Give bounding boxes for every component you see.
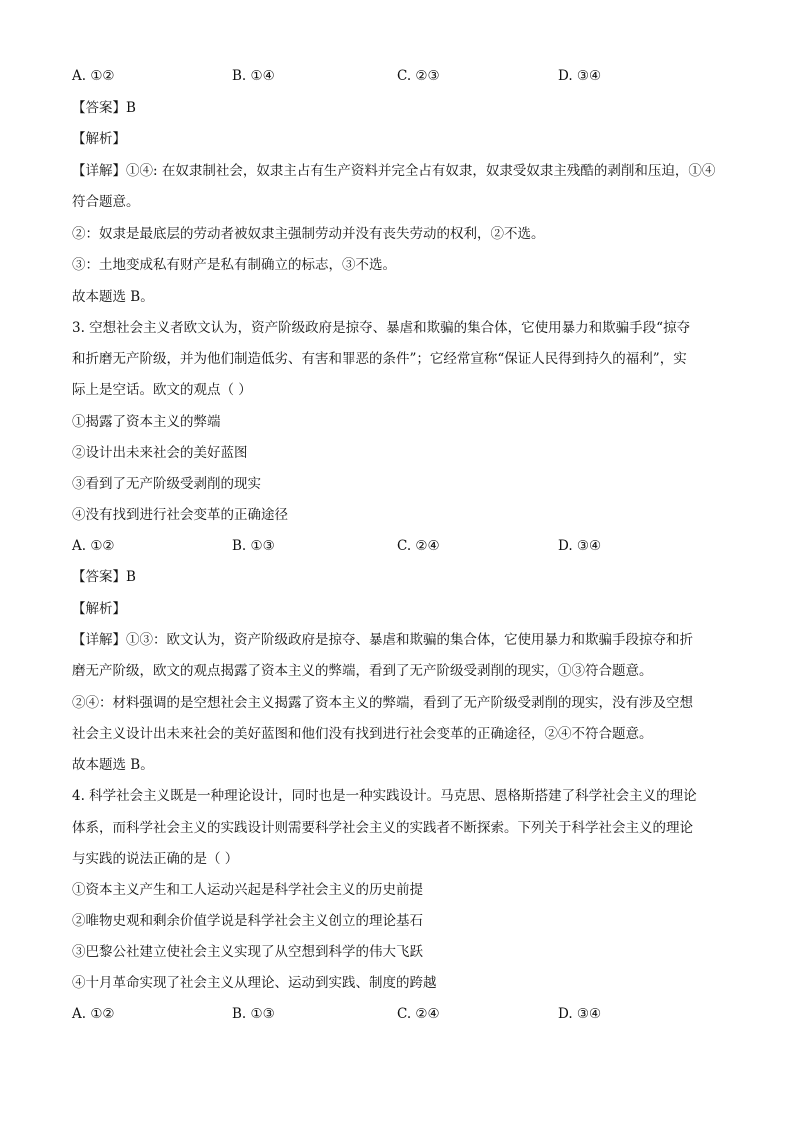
q3-item: ③看到了无产阶级受剥削的现实 <box>72 476 261 492</box>
q3-option-d: D. ③④ <box>558 538 602 554</box>
q3-answer: 【答案】B <box>72 569 136 585</box>
q2-detail-line: 【详解】①④: 在奴隶制社会，奴隶主占有生产资料并完全占有奴隶，奴隶受奴隶主残酷的剥削和压迫，①④ <box>72 163 716 179</box>
q3-detail-line: 磨无产阶级，欧文的观点揭露了资本主义的弊端，看到了无产阶级受剥削的现实，①③符合题意。 <box>72 663 653 679</box>
q4-item: ①资本主义产生和工人运动兴起是科学社会主义的历史前提 <box>72 882 423 898</box>
q4-option-b: B. ①③ <box>232 1006 275 1022</box>
q3-detail-line: 社会主义设计出未来社会的美好蓝图和他们没有找到进行社会变革的正确途径，②④不符合题意。 <box>72 726 653 742</box>
q3-options <box>72 536 732 556</box>
q3-item: ①揭露了资本主义的弊端 <box>72 414 221 430</box>
q3-stem-line: 3. 空想社会主义者欧文认为，资产阶级政府是掠夺、暴虐和欺骗的集合体，它使用暴力和欺骗手段“掠夺 <box>72 320 691 336</box>
q3-option-b: B. ①③ <box>232 538 275 554</box>
q3-item: ④没有找到进行社会变革的正确途径 <box>72 507 288 523</box>
q4-item: ②唯物史观和剩余价值学说是科学社会主义创立的理论基石 <box>72 913 423 929</box>
q4-option-d: D. ③④ <box>558 1006 602 1022</box>
q4-stem-line: 4. 科学社会主义既是一种理论设计，同时也是一种实践设计。马克思、恩格斯搭建了科学社会主义的理论 <box>72 788 697 804</box>
q3-option-c: C. ②④ <box>397 538 440 554</box>
q4-options <box>72 1004 732 1024</box>
q4-option-a: A. ①② <box>72 1006 115 1022</box>
q2-conclusion: 故本题选 B。 <box>72 289 154 305</box>
q2-answer: 【答案】B <box>72 100 136 116</box>
q2-options <box>72 66 732 86</box>
q2-option-b: B. ①④ <box>232 68 275 84</box>
q3-option-a: A. ①② <box>72 538 115 554</box>
q4-option-c: C. ②④ <box>397 1006 440 1022</box>
q4-item: ③巴黎公社建立使社会主义实现了从空想到科学的伟大飞跃 <box>72 944 423 960</box>
q2-option-a: A. ①② <box>72 68 115 84</box>
q3-item: ②设计出未来社会的美好蓝图 <box>72 445 248 461</box>
q2-analysis-heading: 【解析】 <box>72 131 126 147</box>
q2-detail-line: 符合题意。 <box>72 194 140 210</box>
q3-detail-line: ②④：材料强调的是空想社会主义揭露了资本主义的弊端，看到了无产阶级受剥削的现实，没有涉及空想 <box>72 695 693 711</box>
q4-item: ④十月革命实现了社会主义从理论、运动到实践、制度的跨越 <box>72 975 437 991</box>
q4-stem-line: 体系，而科学社会主义的实践设计则需要科学社会主义的实践者不断探索。下列关于科学社会主义的理论 <box>72 820 693 836</box>
q3-stem-line: 和折磨无产阶级，并为他们制造低劣、有害和罪恶的条件”；它经常宣称“保证人民得到持久的福利”，实 <box>72 351 687 367</box>
q3-conclusion: 故本题选 B。 <box>72 757 154 773</box>
q3-stem-line: 际上是空话。欧文的观点（ ） <box>72 382 252 398</box>
q2-option-d: D. ③④ <box>558 68 602 84</box>
q2-detail-line: ③：土地变成私有财产是私有制确立的标志，③不选。 <box>72 257 396 273</box>
q2-option-c: C. ②③ <box>397 68 440 84</box>
q3-detail-line: 【详解】①③：欧文认为，资产阶级政府是掠夺、暴虐和欺骗的集合体，它使用暴力和欺骗手段掠夺和折 <box>72 632 693 648</box>
q4-stem-line: 与实践的说法正确的是（ ） <box>72 851 239 867</box>
q2-detail-line: ②：奴隶是最底层的劳动者被奴隶主强制劳动并没有丧失劳动的权利，②不选。 <box>72 226 545 242</box>
q3-analysis-heading: 【解析】 <box>72 601 126 617</box>
